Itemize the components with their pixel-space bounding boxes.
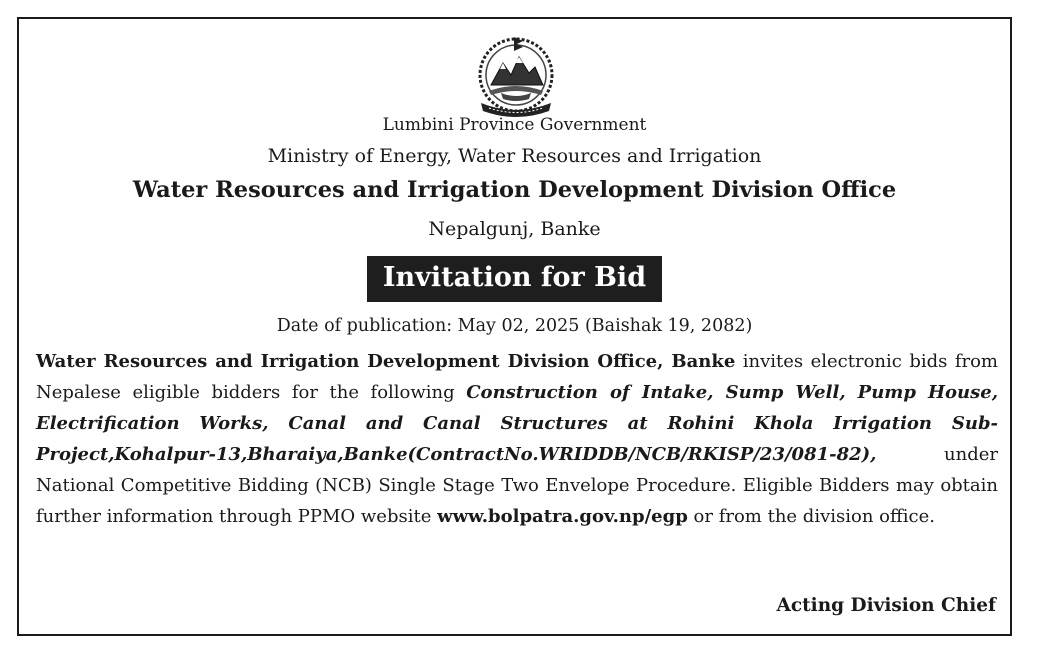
title-wrap	[19, 256, 1010, 302]
office-location: Nepalgunj, Banke	[428, 218, 601, 240]
body-office-name: Water Resources and Irrigation Development Division Office, Banke	[36, 351, 736, 372]
body-project-title: Construction of Intake, Sump Well, Pump House, Electrification Works, Canal and Canal Structures at Rohini Khola Irrigation Sub-Project,Kohalpur-13,Bharaiya,Banke(ContractNo.WRIDDB/NCB/RKISP/23/081-82),	[36, 382, 998, 465]
body-text-2: under National Competitive Bidding (NCB) Single Stage Two Envelope Procedure. Eligible Bidders may obtain further information through PPMO website	[36, 444, 998, 527]
body-text-3: or from the division office.	[687, 506, 935, 527]
signature: Acting Division Chief	[776, 595, 996, 616]
nepal-government-emblem-icon	[471, 29, 561, 119]
bid-notice	[17, 17, 1012, 636]
body-text-1: invites electronic bids from Nepalese eligible bidders for the following	[36, 351, 998, 403]
ministry-name: Ministry of Energy, Water Resources and Irrigation	[267, 145, 762, 167]
notice-body	[36, 346, 998, 532]
province-government: Lumbini Province Government	[382, 115, 647, 135]
office-name: Water Resources and Irrigation Development Division Office	[132, 177, 897, 203]
notice-title: Invitation for Bid	[367, 256, 662, 302]
publication-date: Date of publication: May 02, 2025 (Baishak 19, 2082)	[276, 316, 753, 336]
website-link[interactable]: www.bolpatra.gov.np/egp	[437, 506, 688, 527]
